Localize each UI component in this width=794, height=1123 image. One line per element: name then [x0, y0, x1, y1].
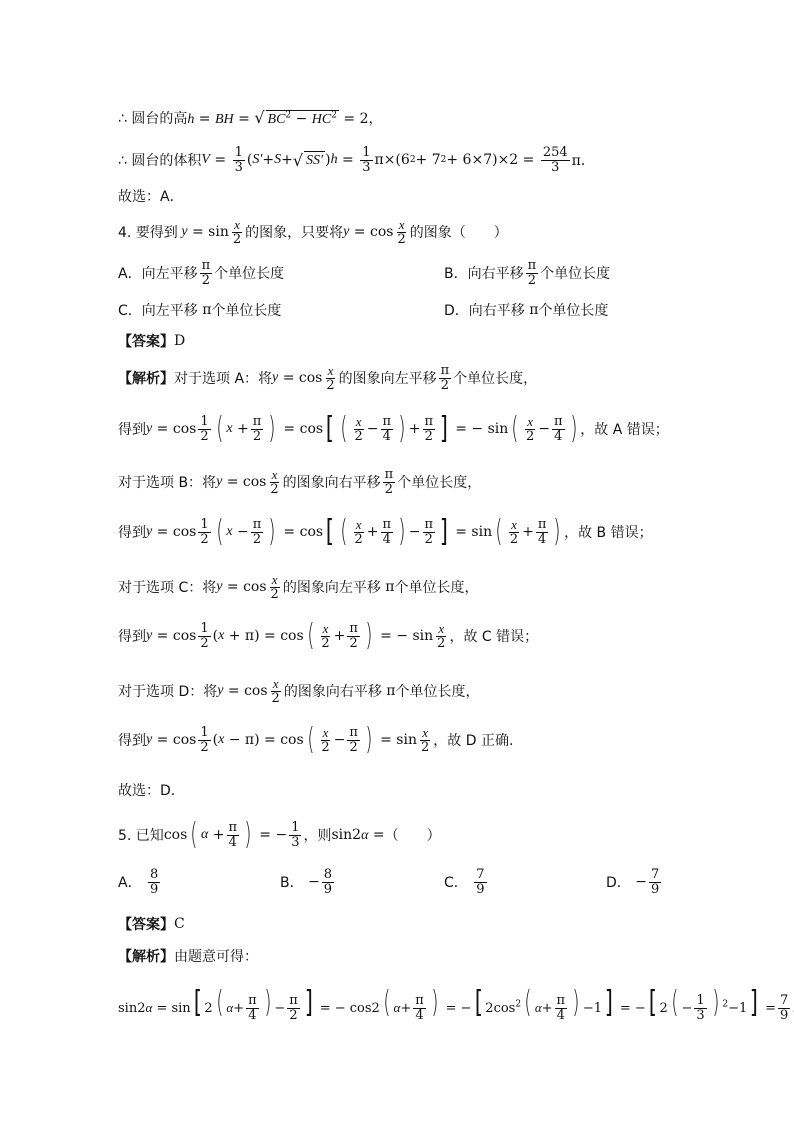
q4-option-d: D．向右平移 π 个单位长度 [444, 302, 609, 319]
q4-d-unit-comma: 个单位长度， [395, 684, 480, 701]
q5-option-c: C． $\frac{7}{9}$ [444, 867, 485, 897]
q4-a-unit: 个单位长度 [214, 266, 285, 283]
q4-post: 的图象（ ） [409, 225, 508, 242]
q5-derivation: sin2α = sin[ 2 ( α+ $\frac{\pi}{4}$ ) − $\frac{\pi}{2}$ ] = − cos2 ( α+ $\frac{\pi}{4}$ ) = −[ $2\cos^2$ ( α+ $\frac{\pi}{4}$ ) −1] = −[ 2 ( − $\frac{1}{3}$ ) $^2$−1] = $\frac{7}{9}$ [118, 985, 789, 1023]
q5-option-b: B． − $\frac{8}{9}$ [280, 867, 333, 897]
q4-wrong-a: ，故 A 错误； [580, 422, 669, 438]
volume-line [118, 146, 595, 174]
height-line [118, 108, 383, 128]
q4-analysis-b: 对于选项 B：将 y = cos $\frac{x}{2}$ 的图象向右平移 $\frac{\pi}{2}$ 个单位长度， [118, 467, 482, 497]
q4-answer-label: 【答案】 [118, 334, 174, 350]
q4-a-unit-comma: 个单位长度， [453, 371, 538, 388]
q4-number: 4. 要得到 [118, 225, 178, 242]
q4-got-d: 得到 [118, 733, 146, 749]
q4-got-a: 得到 [118, 422, 146, 438]
q4-a-label: A．向左平移 [118, 266, 198, 283]
q4-a-move: 的图象向左平移 [338, 371, 437, 388]
q5-c-label: C． [444, 875, 468, 892]
q4-option-b: B．向右平移 $\frac{\pi}{2}$ 个单位长度 [444, 258, 611, 288]
q4-b-pre: 对于选项 B：将 [118, 475, 217, 492]
q4-c-pre: 对于选项 C：将 [118, 580, 217, 597]
q4-b-unit-comma: 个单位长度， [397, 475, 482, 492]
q4-analysis-c: 对于选项 C：将 y = cos $\frac{x}{2}$ 的图象向左平移 π 个单位长度， [118, 572, 479, 602]
volume-formula: V = $\frac{1}{3}$ ( S′ + S + √ SS′ ) h = $\frac{1}{3}$ π×(6 2 + 7 2 + 6×7)×2 = $\frac{254}{3}$ π． [201, 145, 595, 175]
q4-d-move: 的图象向右平移 [283, 684, 382, 701]
q5-b-label: B． [280, 875, 304, 892]
q4-b-move: 的图象向右平移 [282, 475, 381, 492]
q4-wrong-b: ，故 B 错误； [564, 525, 653, 541]
height-formula: h = BH = √ $BC^2 - HC^2 = 2$， [187, 108, 383, 127]
q4-got-c: 得到 [118, 629, 146, 645]
q4-analysis-d: 对于选项 D：将 y = cos $\frac{x}{2}$ 的图象向右平移 π 个单位长度， [118, 676, 480, 706]
q4-c-move: 的图象向左平移 [282, 580, 381, 597]
choose-a-line: 故选：A． [118, 189, 184, 205]
q5-d-label: D． [606, 875, 631, 892]
q5-number: 5. 已知 [118, 828, 164, 844]
q4-analysis-label: 【解析】 [118, 371, 174, 388]
q4-answer-value: D [174, 333, 186, 349]
q5-answer-label: 【答案】 [118, 917, 174, 933]
q4-choose: 故选：D. [118, 783, 176, 799]
q5-mid: ，则 [303, 828, 332, 844]
q4-d-unit: 个单位长度 [538, 303, 609, 319]
q4-analysis-a-pre: 对于选项 A：将 [174, 371, 273, 388]
q4-result-d: 得到 y = cos $\frac{1}{2}$ ( x − π) = cos ( $\frac{x}{2}$ − $\frac{\pi}{2}$ ) = sin $\frac{x}{2}$ ，故 D 正确. [118, 722, 514, 757]
q4-got-b: 得到 [118, 525, 146, 541]
q5-a-label: A． [118, 875, 142, 892]
q4-wrong-c: ，故 C 错误； [449, 629, 539, 645]
q4-result-c: 得到 y = cos $\frac{1}{2}$ ( x + π) = cos ( $\frac{x}{2}$ + $\frac{\pi}{2}$ ) = − sin $\frac{x}{2}$ ，故 C 错误； [118, 618, 539, 653]
q4-c-label: C．向左平移 [118, 303, 198, 319]
q4-d-label: D．向右平移 [444, 303, 525, 319]
volume-text: ∴ 圆台的体积 [118, 153, 202, 170]
q5-option-a: A． $\frac{8}{9}$ [118, 867, 159, 897]
q4-option-c: C．向左平移 π 个单位长度 [118, 302, 282, 319]
q5-option-d: D． − $\frac{7}{9}$ [606, 867, 660, 897]
q4-d-pre: 对于选项 D：将 [118, 684, 218, 701]
q4-right-d: ，故 D 正确. [433, 733, 514, 749]
q4-stem: 4. 要得到 y = sin $\frac{x}{2}$ 的图象，只要将 y = cos $\frac{x}{2}$ 的图象（ ） [118, 217, 508, 247]
q4-b-unit: 个单位长度 [540, 266, 611, 283]
q5-analysis-label: 【解析】 [118, 949, 174, 965]
q5-answer-value: C [174, 916, 185, 932]
q5-analysis-text: 由题意可得： [174, 949, 258, 965]
q4-option-a: A．向左平移 $\frac{\pi}{2}$ 个单位长度 [118, 258, 285, 288]
q5-post: （ ） [384, 828, 441, 844]
q4-mid: 的图象，只要将 [245, 225, 344, 242]
q5-answer [118, 914, 185, 934]
q4-result-a: 得到 y = cos $\frac{1}{2}$ ( x + $\frac{\pi}{2}$ ) = cos [ ( $\frac{x}{2}$ − $\frac{\pi}{4}$ ) + $\frac{\pi}{2}$ ] = − sin ( $\frac{x}{2}$ − $\frac{\pi}{4}$ ) ，故 A 错误； [118, 411, 669, 446]
q4-c-unit-comma: 个单位长度， [394, 580, 479, 597]
height-text: ∴ 圆台的高 [118, 111, 188, 127]
q4-result-b: 得到 y = cos $\frac{1}{2}$ ( x − $\frac{\pi}{2}$ ) = cos [ ( $\frac{x}{2}$ + $\frac{\pi}{4}$ ) − $\frac{\pi}{2}$ ] = sin ( $\frac{x}{2}$ + $\frac{\pi}{4}$ ) ，故 B 错误； [118, 514, 653, 549]
q4-analysis-a: 【解析】 对于选项 A：将 y = cos $\frac{x}{2}$ 的图象向左平移 $\frac{\pi}{2}$ 个单位长度， [118, 363, 538, 393]
q4-c-unit: 个单位长度 [211, 303, 282, 319]
q4-b-label: B．向右平移 [444, 266, 524, 283]
q5-stem: 5. 已知 cos ( α + $\frac{\pi}{4}$ ) = − $\frac{1}{3}$ ，则 sin2α = （ ） [118, 817, 441, 852]
q4-answer [118, 331, 185, 351]
q5-analysis [118, 946, 258, 966]
